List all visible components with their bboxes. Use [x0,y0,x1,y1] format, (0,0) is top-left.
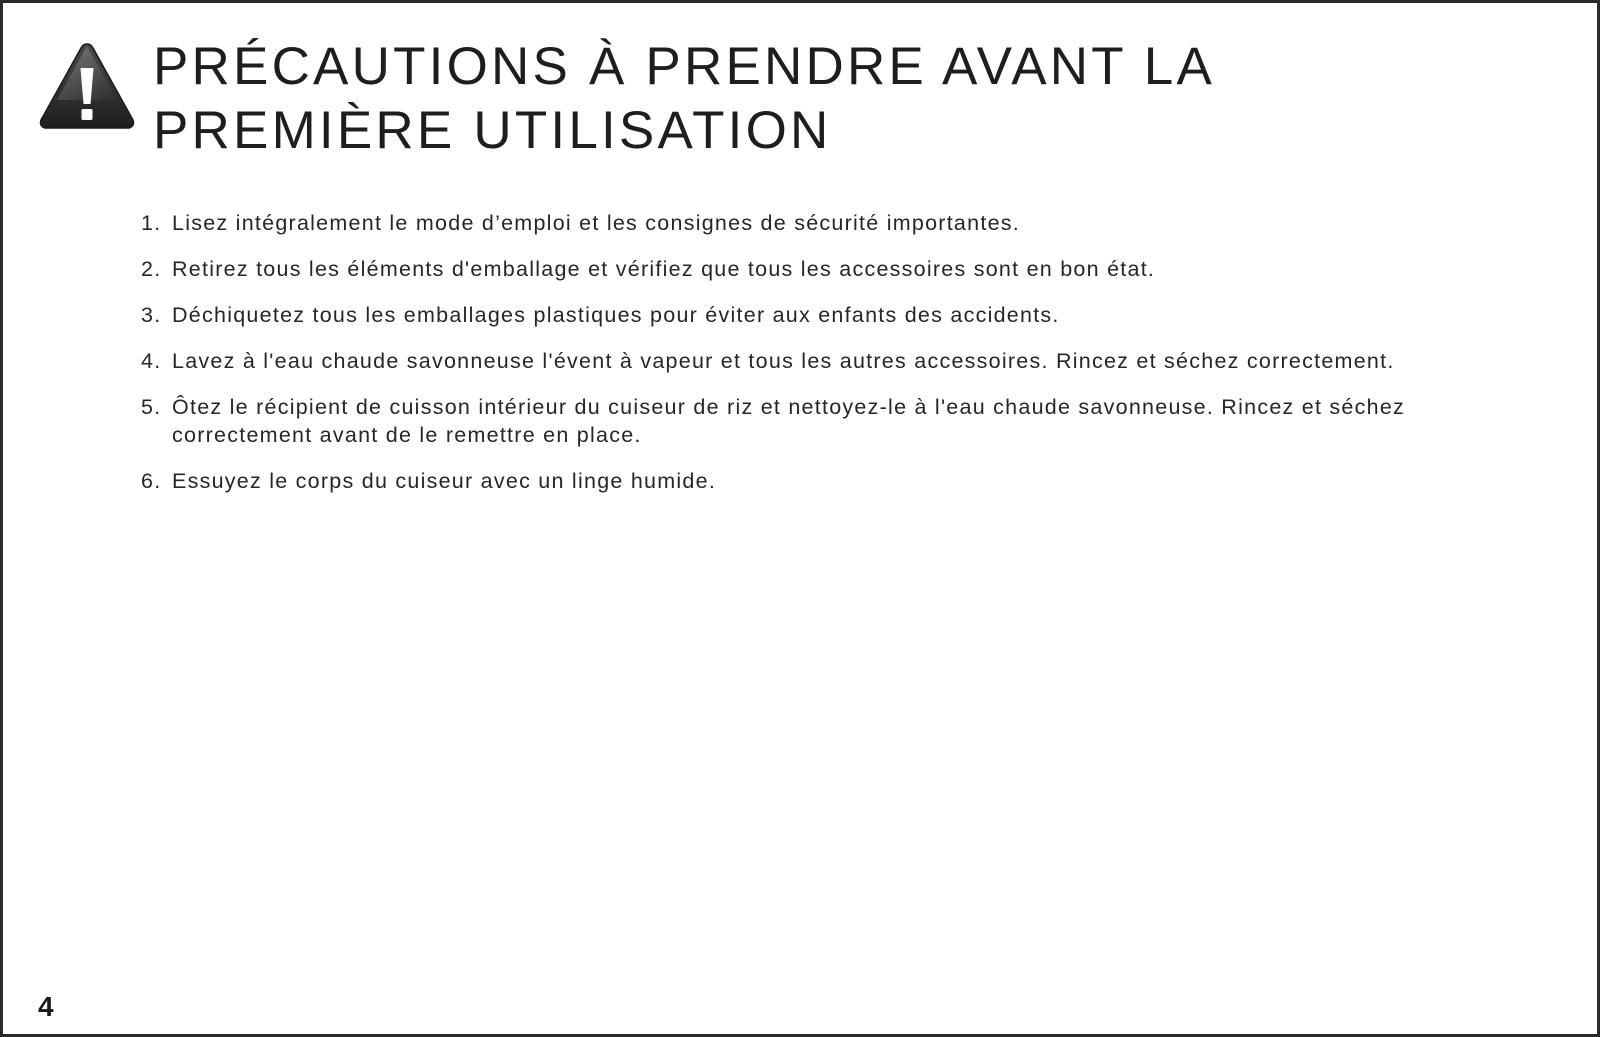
step-text: Essuyez le corps du cuiseur avec un linge humide. [172,469,717,493]
step-text: Déchiquetez tous les emballages plastiques pour éviter aux enfants des accidents. [172,303,1060,327]
list-item [141,255,1481,283]
step-number: 6. [141,469,162,493]
page-title-line-1: PRÉCAUTIONS À PRENDRE AVANT LA [153,37,1216,96]
step-text: Lavez à l'eau chaude savonneuse l'évent à vapeur et tous les autres accessoires. Rincez et séchez correctement. [172,349,1395,373]
list-item [141,347,1481,375]
list-item [141,393,1481,449]
step-text: Lisez intégralement le mode d’emploi et les consignes de sécurité importantes. [172,211,1021,235]
list-item [141,301,1481,329]
page-title [153,35,1453,163]
page-number: 4 [38,991,54,1022]
list-item [141,209,1481,237]
step-number: 5. [141,395,162,419]
step-number: 1. [141,211,162,235]
list-item [141,467,1481,495]
step-text: Retirez tous les éléments d'emballage et vérifiez que tous les accessoires sont en bon état. [172,257,1156,281]
precautions-list [141,209,1481,513]
step-number: 4. [141,349,162,373]
page-title-line-2: PREMIÈRE UTILISATION [153,101,832,160]
step-number: 2. [141,257,162,281]
step-number: 3. [141,303,162,327]
warning-triangle-icon [37,40,137,132]
step-text: Ôtez le récipient de cuisson intérieur du cuiseur de riz et nettoyez-le à l'eau chaude savonneuse. Rincez et séchez correctement avant de le remettre en place. [172,395,1406,447]
